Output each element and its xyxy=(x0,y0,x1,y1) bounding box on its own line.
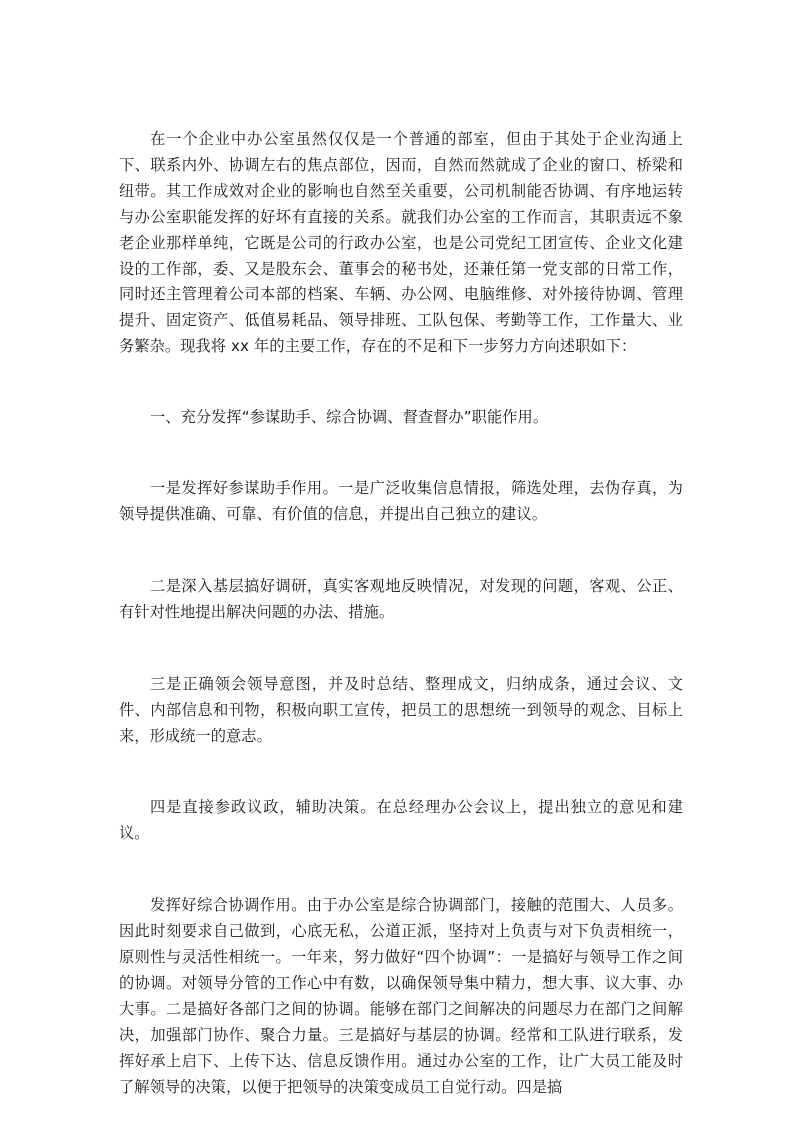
paragraph-intro: 在一个企业中办公室虽然仅仅是一个普通的部室，但由于其处于企业沟通上下、联系内外、协调左右的焦点部位，因而，自然而然就成了企业的窗口、桥梁和纽带。其工作成效对企业的影响也自然至关重要，公司机制能否协调、有序地运转与办公室职能发挥的好坏有直接的关系。就我们办公室的工作而言，其职责远不象老企业那样单纯，它既是公司的行政办公室，也是公司党纪工团宣传、企业文化建设的工作部，委、又是股东会、董事会的秘书处，还兼任第一党支部的日常工作，同时还主管理着公司本部的档案、车辆、办公网、电脑维修、对外接待协调、管理提升、固定资产、低值易耗品、领导排班、工队包保、考勤等工作，工作量大、业务繁杂。现我将 xx 年的主要工作，存在的不足和下一步努力方向述职如下： xyxy=(119,130,683,356)
paragraph-field-research: 二是深入基层搞好调研，真实客观地反映情况，对发现的问题，客观、公正、有针对性地提出解决问题的办法、措施。 xyxy=(119,576,683,621)
paragraph-participation: 四是直接参政议政，辅助决策。在总经理办公会议上，提出独立的意见和建议。 xyxy=(119,798,683,843)
paragraph-coordination: 发挥好综合协调作用。由于办公室是综合协调部门，接触的范围大、人员多。因此时刻要求自己做到，心底无私，公道正派，坚持对上负责与对下负责相统一，原则性与灵活性相统一。一年来，努力做好“四个协调”：一是搞好与领导工作之间的协调。对领导分管的工作心中有数，以确保领导集中精力，想大事、议大事、办大事。二是搞好各部门之间的协调。能够在部门之间解决的问题尽力在部门之间解决，加强部门协作、聚合力量。三是搞好与基层的协调。经常和工队进行联系，发挥好承上启下、上传下达、信息反馈作用。通过办公室的工作，让广大员工能及时了解领导的决策，以便于把领导的决策变成员工自觉行动。四是搞 xyxy=(119,896,683,1096)
section-heading-1: 一、充分发挥“参谋助手、综合协调、督查督办”职能作用。 xyxy=(150,408,549,427)
paragraph-advisory-role: 一是发挥好参谋助手作用。一是广泛收集信息情报，筛选处理，去伪存真，为领导提供准确、可靠、有价值的信息，并提出自己独立的建议。 xyxy=(119,479,683,523)
paragraph-leadership-intent: 三是正确领会领导意图，并及时总结、整理成文，归纳成条，通过会议、文件、内部信息和刊物，积极向职工宣传，把员工的思想统一到领导的观念、目标上来，形成统一的意志。 xyxy=(119,674,683,745)
document-page xyxy=(119,127,683,1100)
